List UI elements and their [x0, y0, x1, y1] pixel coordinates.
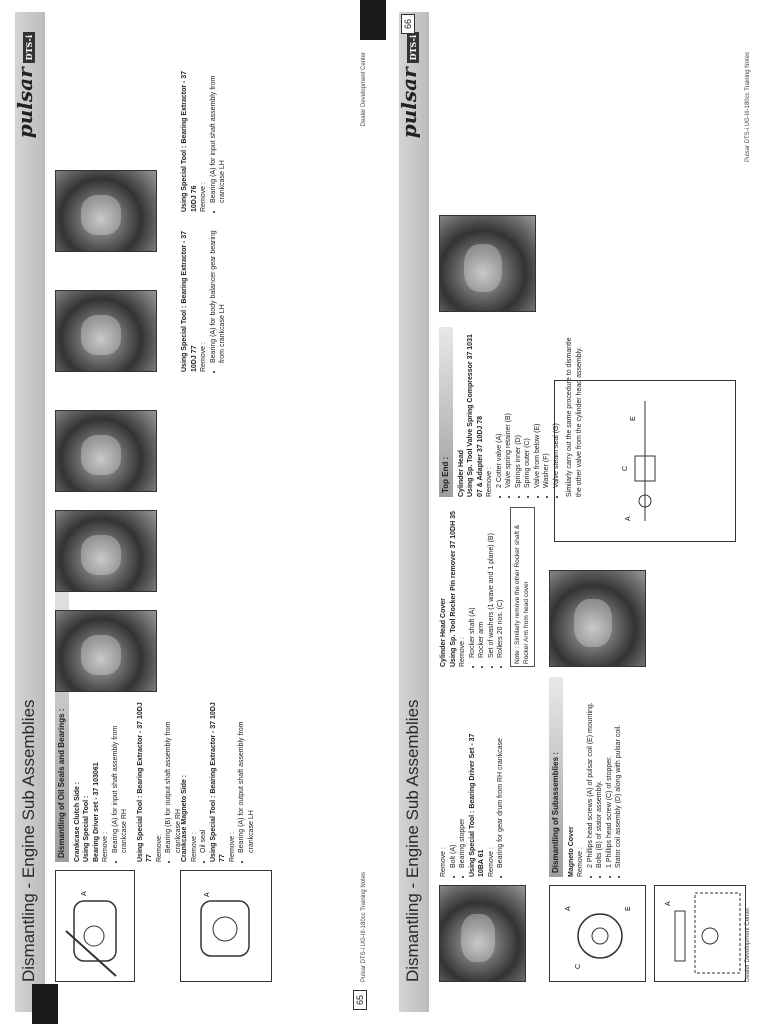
right-page	[384, 0, 768, 1024]
text-column-3	[180, 222, 228, 372]
list-item: • Rocker arm	[477, 507, 487, 658]
svg-text:A: A	[565, 906, 572, 911]
remove-label: Remove :	[459, 637, 466, 667]
list-item: • Valve steam seal (G)	[552, 327, 562, 488]
photo-gear-drum-bearing	[439, 885, 526, 982]
tool-label: Using Special Tool : Bearing Extractor - 37 10DJ 77	[136, 702, 153, 862]
text-column-4	[180, 62, 228, 212]
svg-text:E: E	[625, 906, 632, 911]
crankcase-diagram-2	[180, 870, 272, 982]
list-item: • 1 Phillips head screw (C) of stopper.	[605, 677, 615, 868]
svg-text:C: C	[575, 963, 582, 969]
remove-label: Remove :	[200, 182, 207, 212]
list-item: • Springs inner (D)	[514, 327, 524, 488]
list-item: • Bearing (A) for output shaft assembly from crankcase LH	[237, 702, 256, 853]
remove-label: Remove :	[487, 847, 495, 877]
list-item: • Rollers 20 nos. (C)	[496, 507, 506, 658]
block-heading: Magneto Cover	[567, 826, 575, 877]
remove-label: Remove :	[577, 847, 584, 877]
tool-label: Using Special Tool : Bearing Driver Set - 37 10BA 61	[468, 733, 485, 877]
tool-label: Using Special Tool :	[83, 795, 90, 862]
svg-text:E: E	[630, 416, 637, 421]
footer-left: Dealer Development Center	[745, 907, 751, 982]
text-column-4	[439, 327, 584, 497]
photo-valve-compressor	[439, 215, 536, 312]
page-title: Dismantling - Engine Sub Assemblies	[19, 699, 38, 982]
text-column-2	[180, 702, 256, 862]
list-item: • Bearing (A) for input shaft assembly from crankcase LH	[209, 62, 228, 203]
pulsar-logo: pulsarDTS-i	[13, 32, 37, 138]
photo-magneto-side	[55, 410, 157, 492]
list-item: • Valve from below (E)	[533, 327, 543, 488]
list-item: • Valve spring retainer (B)	[504, 327, 514, 488]
text-column-1	[55, 702, 183, 862]
remove-label: Remove :	[190, 832, 198, 862]
remove-label: Remove :	[102, 832, 109, 862]
remove-label: Remove :	[200, 342, 207, 372]
photo-magneto-cover	[549, 570, 646, 667]
list-item: • Bearing stopper	[458, 727, 468, 868]
tool-label: Using Special Tool : Bearing Extractor - 37 10DJ 76	[181, 70, 198, 212]
photo-input-shaft-bearing	[55, 170, 157, 252]
photo-bearing-driver	[55, 610, 157, 692]
tool-label: Using Sp. Tool Valve Spring Compressor 37 1031 07 & Adapter 37 10DJ 78	[467, 334, 484, 497]
list-item: • Bearing (B) for output shaft assembly from crankcase RH	[164, 702, 183, 853]
text-column-3	[439, 507, 535, 667]
top-black-tab	[360, 0, 386, 40]
svg-text:C: C	[622, 465, 629, 471]
text-column-2	[549, 677, 624, 877]
svg-text:A: A	[625, 516, 632, 521]
remove-label: Remove :	[440, 847, 447, 877]
subsection-heading: Dismantling of Subassemblies :	[549, 677, 563, 877]
block-heading: Cylinder Head	[457, 449, 465, 497]
rocker-shaft-diagram	[654, 885, 746, 982]
svg-text:A: A	[665, 901, 672, 906]
list-item: • Bolt (A)	[449, 727, 459, 868]
list-item: • Oil seal	[199, 702, 209, 853]
list-item: • 2 Phillips head screws (A) of pulsar coil (E) mounting.	[586, 677, 596, 868]
footer-left: Pulsar DTS-i UG-III-180cc Training Notes	[361, 871, 367, 982]
magneto-cover-diagram	[549, 885, 646, 982]
remove-label: Remove:	[155, 833, 163, 862]
list-item: • Rocker shaft (A)	[468, 507, 478, 658]
tool-name: Bearing Driver set - 37 103061	[92, 762, 100, 862]
list-item: • Bearing (A) for input shaft assembly from crankcase RH	[111, 702, 130, 853]
list-item: • 2 Cotter valve (A)	[495, 327, 505, 488]
page-title: Dismantling - Engine Sub Assemblies	[403, 699, 422, 982]
note: Note : Similarly remove the other Rocker shaft & Rocker Arm from head cover	[510, 507, 535, 667]
list-item: • Stator coil assembly (D) along with pulsar coil.	[614, 677, 624, 868]
block-heading: Crankcase Magneto Side :	[181, 774, 188, 862]
list-item: • Bearing (A) for body balancer gear bearing from crankcase LH	[209, 222, 228, 363]
tool-label: Using Special Tool : Bearing Extractor - 37 10DJ 77	[181, 230, 198, 372]
svg-text:A: A	[204, 892, 211, 897]
footer-right: Pulsar DTS-i UG-III-180cc Training Notes	[745, 52, 751, 163]
block-heading: Crankcase Clutch Side :	[73, 781, 81, 862]
photo-balancer-bearing	[55, 290, 157, 372]
list-item: • Washer (F)	[542, 327, 552, 488]
photo-bearing-extractor	[55, 510, 157, 592]
closing-text: Similarly carry out the same procedure to dismantle the other valve from the cylinder head assembly.	[566, 337, 583, 497]
list-item: • Bolts (B) of stator assembly.	[595, 677, 605, 868]
block-heading: Cylinder Head Cover	[440, 598, 447, 667]
list-item: • Spring outer (C)	[523, 327, 533, 488]
tool-label: Using Special Tool : Bearing Extractor - 37 10DJ 77	[209, 702, 226, 862]
page-number: 66	[401, 14, 415, 34]
pulsar-logo: pulsarDTS-i	[397, 32, 421, 138]
bottom-black-tab	[32, 984, 58, 1024]
section-heading: Dismantling of Oil Seals and Bearings :	[55, 564, 69, 862]
page-number: 65	[353, 990, 367, 1010]
svg-text:A: A	[81, 891, 88, 896]
top-end-heading: Top End :	[439, 327, 453, 497]
remove-label: Remove :	[486, 467, 493, 497]
crankcase-diagram-1	[55, 870, 135, 982]
remove-label: Remove :	[228, 832, 236, 862]
list-item: • Bearing for gear drum from RH crankcase	[496, 727, 506, 868]
tool-label: Using Sp. Tool Rocker Pin remover 37 10DH 35	[449, 511, 457, 667]
footer-right: Dealer Development Center	[361, 52, 367, 127]
list-item: • Set of washers (1 wave and 1 plane) (B)	[487, 507, 497, 658]
text-column-1	[439, 727, 506, 877]
